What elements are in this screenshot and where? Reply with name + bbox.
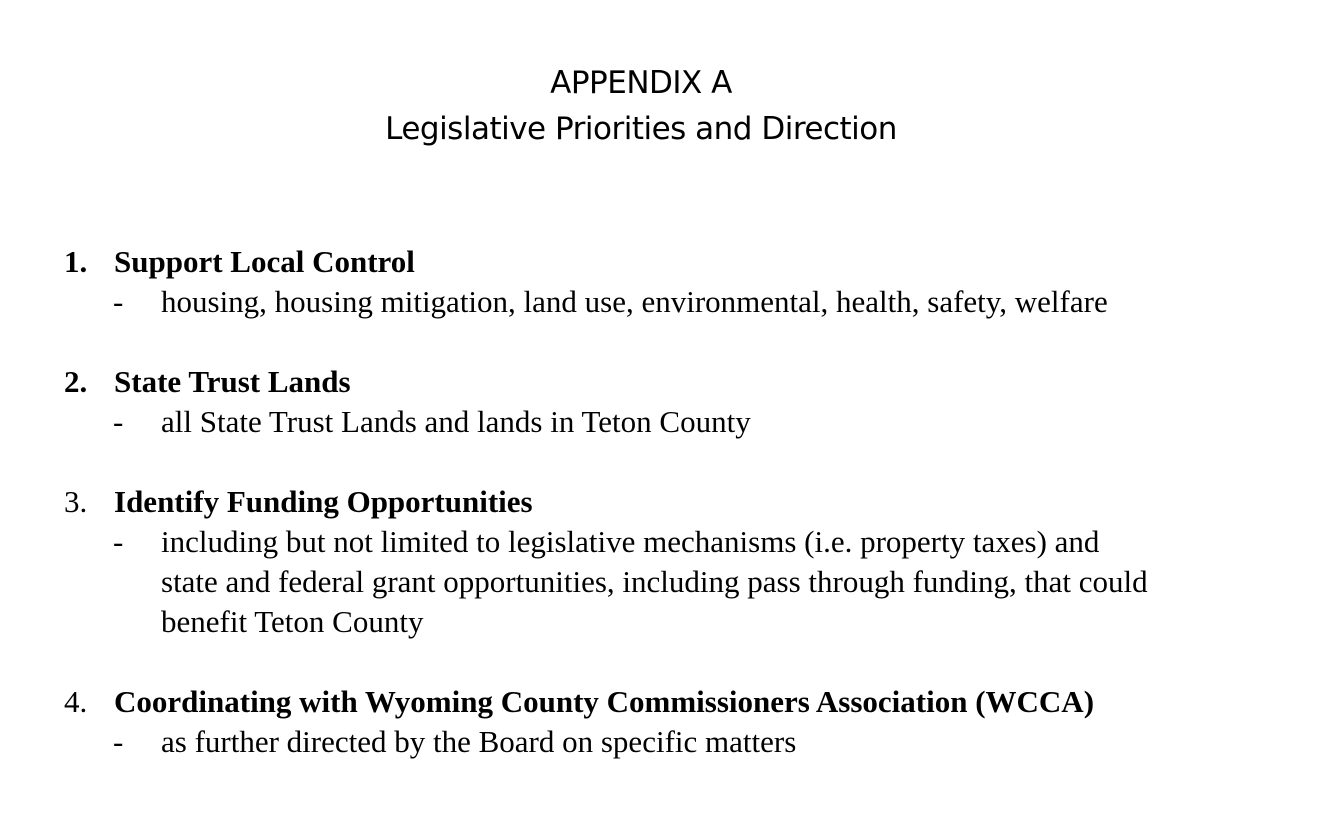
detail-line: state and federal grant opportunities, including pass through funding, that could — [161, 564, 1148, 599]
priority-item-2 — [64, 362, 1324, 442]
priority-title: Coordinating with Wyoming County Commissioners Association (WCCA) — [114, 684, 1095, 719]
priority-detail — [64, 402, 1324, 442]
appendix-subtitle: Legislative Priorities and Direction — [385, 111, 897, 147]
priority-detail — [64, 722, 1324, 762]
bullet-dash: - — [113, 524, 124, 559]
bullet-dash: - — [113, 724, 124, 759]
detail-line: all State Trust Lands and lands in Teton County — [161, 404, 751, 439]
appendix-title: APPENDIX A — [550, 65, 732, 101]
priority-item-4 — [64, 682, 1324, 762]
priority-number: 2. — [64, 364, 88, 399]
bullet-dash: - — [113, 404, 124, 439]
priority-title: Support Local Control — [114, 244, 415, 279]
detail-line: benefit Teton County — [161, 604, 424, 639]
priority-detail — [64, 282, 1324, 322]
priority-item-1 — [64, 242, 1324, 322]
detail-line: as further directed by the Board on specific matters — [161, 724, 797, 759]
priority-detail — [64, 522, 1324, 642]
document-heading — [0, 60, 1282, 152]
detail-line: housing, housing mitigation, land use, environmental, health, safety, welfare — [161, 284, 1108, 319]
priority-number: 1. — [64, 244, 88, 279]
bullet-dash: - — [113, 284, 124, 319]
priority-number: 4. — [64, 684, 88, 719]
priority-title: State Trust Lands — [114, 364, 351, 399]
priority-title: Identify Funding Opportunities — [114, 484, 533, 519]
priorities-list — [64, 242, 1324, 762]
detail-line: including but not limited to legislative mechanisms (i.e. property taxes) and — [161, 524, 1100, 559]
priority-number: 3. — [64, 484, 88, 519]
priority-item-3 — [64, 482, 1324, 642]
